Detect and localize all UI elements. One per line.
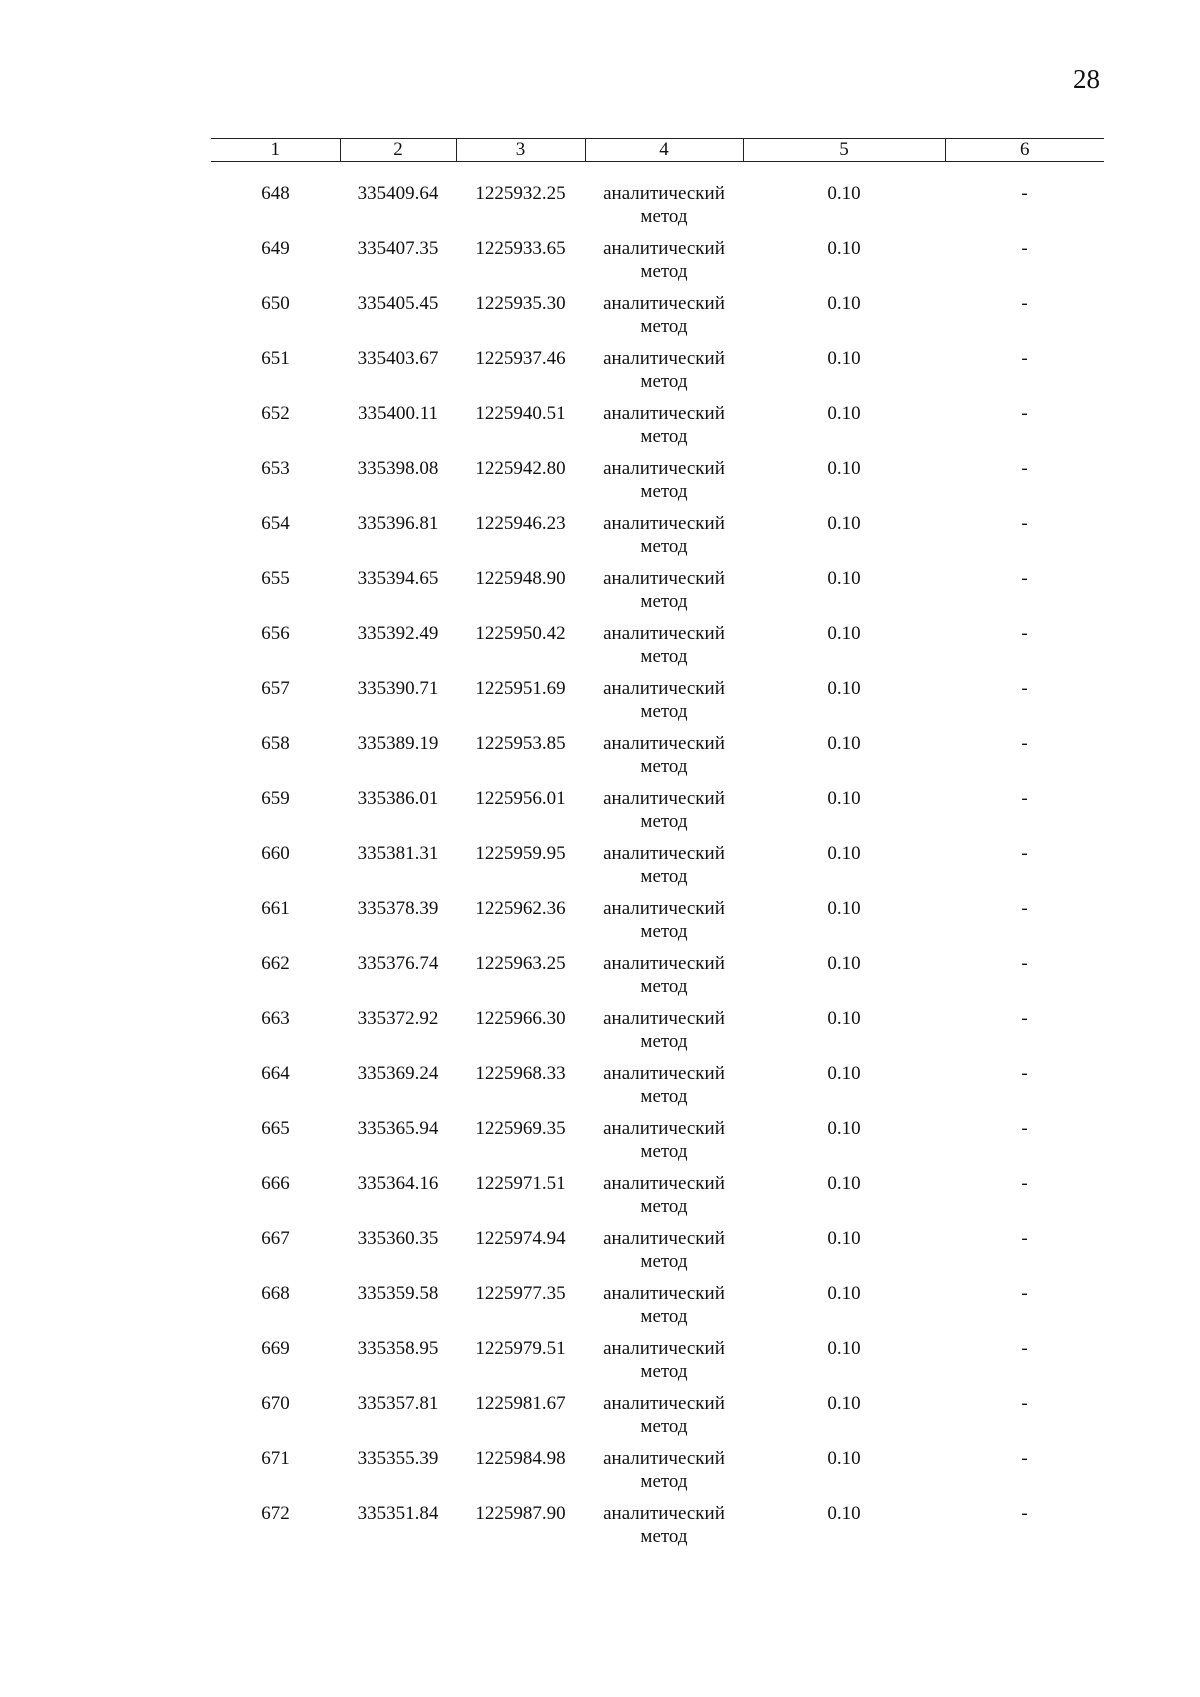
point-number-cell: 661	[261, 898, 290, 919]
column-header-6: 6	[945, 139, 1104, 162]
y-coordinate-cell: 1225984.98	[475, 1448, 566, 1469]
note-cell: -	[1021, 678, 1028, 699]
x-coordinate-cell: 335389.19	[357, 733, 439, 754]
table-row	[211, 1227, 1104, 1282]
column-header-1: 1	[211, 139, 340, 162]
method-cell	[585, 347, 743, 402]
table-row	[211, 1172, 1104, 1227]
method-text-line: аналитический	[603, 1503, 725, 1524]
method-cell	[585, 1007, 743, 1062]
method-text-line: метод	[640, 536, 688, 557]
y-coordinate-cell: 1225948.90	[475, 568, 566, 589]
note-cell: -	[1021, 733, 1028, 754]
point-number-cell: 659	[261, 788, 290, 809]
method-text-line: метод	[640, 481, 688, 502]
method-text-line: метод	[640, 261, 688, 282]
y-coordinate-cell: 1225946.23	[475, 513, 566, 534]
method-cell	[585, 457, 743, 512]
table-row	[211, 1007, 1104, 1062]
x-coordinate-cell: 335392.49	[357, 623, 439, 644]
note-cell: -	[1021, 513, 1028, 534]
note-cell: -	[1021, 1338, 1028, 1359]
note-cell: -	[1021, 953, 1028, 974]
y-coordinate-cell: 1225935.30	[475, 293, 566, 314]
point-number-cell: 672	[261, 1503, 290, 1524]
table-row	[211, 1447, 1104, 1502]
accuracy-cell: 0.10	[827, 1283, 861, 1304]
point-number-cell: 665	[261, 1118, 290, 1139]
table-row	[211, 1392, 1104, 1447]
y-coordinate-cell: 1225956.01	[475, 788, 566, 809]
accuracy-cell: 0.10	[827, 403, 861, 424]
accuracy-cell: 0.10	[827, 293, 861, 314]
point-number-cell: 655	[261, 568, 290, 589]
note-cell: -	[1021, 1063, 1028, 1084]
method-cell	[585, 1117, 743, 1172]
table-row	[211, 952, 1104, 1007]
point-number-cell: 669	[261, 1338, 290, 1359]
method-text-line: метод	[640, 316, 688, 337]
note-cell: -	[1021, 1008, 1028, 1029]
accuracy-cell: 0.10	[827, 1063, 861, 1084]
point-number-cell: 668	[261, 1283, 290, 1304]
method-text-line: метод	[640, 1086, 688, 1107]
method-text-line: аналитический	[603, 1283, 725, 1304]
method-text-line: метод	[640, 1141, 688, 1162]
x-coordinate-cell: 335407.35	[357, 238, 439, 259]
note-cell: -	[1021, 788, 1028, 809]
point-number-cell: 650	[261, 293, 290, 314]
point-number-cell: 663	[261, 1008, 290, 1029]
x-coordinate-cell: 335369.24	[357, 1063, 439, 1084]
x-coordinate-cell: 335364.16	[357, 1173, 439, 1194]
method-cell	[585, 622, 743, 677]
method-text-line: аналитический	[603, 1063, 725, 1084]
note-cell: -	[1021, 1118, 1028, 1139]
column-header-3: 3	[456, 139, 585, 162]
method-text-line: метод	[640, 646, 688, 667]
method-cell	[585, 1282, 743, 1337]
method-cell	[585, 677, 743, 732]
note-cell: -	[1021, 458, 1028, 479]
accuracy-cell: 0.10	[827, 458, 861, 479]
x-coordinate-cell: 335359.58	[357, 1283, 439, 1304]
y-coordinate-cell: 1225974.94	[475, 1228, 566, 1249]
method-cell	[585, 237, 743, 292]
method-text-line: метод	[640, 1416, 688, 1437]
accuracy-cell: 0.10	[827, 733, 861, 754]
accuracy-cell: 0.10	[827, 183, 861, 204]
method-text-line: аналитический	[603, 733, 725, 754]
accuracy-cell: 0.10	[827, 1228, 861, 1249]
table-row	[211, 347, 1104, 402]
table-row	[211, 292, 1104, 347]
accuracy-cell: 0.10	[827, 1338, 861, 1359]
table-row	[211, 402, 1104, 457]
accuracy-cell: 0.10	[827, 238, 861, 259]
point-number-cell: 654	[261, 513, 290, 534]
x-coordinate-cell: 335372.92	[357, 1008, 439, 1029]
x-coordinate-cell: 335376.74	[357, 953, 439, 974]
method-cell	[585, 1062, 743, 1117]
y-coordinate-cell: 1225963.25	[475, 953, 566, 974]
method-text-line: аналитический	[603, 1448, 725, 1469]
method-text-line: аналитический	[603, 1393, 725, 1414]
method-cell	[585, 402, 743, 457]
method-text-line: метод	[640, 701, 688, 722]
point-number-cell: 660	[261, 843, 290, 864]
table-row	[211, 567, 1104, 622]
point-number-cell: 658	[261, 733, 290, 754]
method-text-line: метод	[640, 1306, 688, 1327]
table-row	[211, 1062, 1104, 1117]
method-cell	[585, 567, 743, 622]
point-number-cell: 664	[261, 1063, 290, 1084]
method-cell	[585, 1337, 743, 1392]
method-text-line: метод	[640, 866, 688, 887]
x-coordinate-cell: 335351.84	[357, 1503, 439, 1524]
table-row	[211, 732, 1104, 787]
point-number-cell: 656	[261, 623, 290, 644]
note-cell: -	[1021, 843, 1028, 864]
accuracy-cell: 0.10	[827, 1008, 861, 1029]
accuracy-cell: 0.10	[827, 513, 861, 534]
point-number-cell: 670	[261, 1393, 290, 1414]
y-coordinate-cell: 1225987.90	[475, 1503, 566, 1524]
table-row	[211, 182, 1104, 237]
note-cell: -	[1021, 293, 1028, 314]
x-coordinate-cell: 335400.11	[357, 403, 439, 424]
table-row	[211, 457, 1104, 512]
y-coordinate-cell: 1225981.67	[475, 1393, 566, 1414]
y-coordinate-cell: 1225962.36	[475, 898, 566, 919]
method-cell	[585, 1392, 743, 1447]
point-number-cell: 649	[261, 238, 290, 259]
x-coordinate-cell: 335357.81	[357, 1393, 439, 1414]
accuracy-cell: 0.10	[827, 623, 861, 644]
method-cell	[585, 842, 743, 897]
accuracy-cell: 0.10	[827, 898, 861, 919]
y-coordinate-cell: 1225969.35	[475, 1118, 566, 1139]
table-row	[211, 842, 1104, 897]
method-text-line: аналитический	[603, 458, 725, 479]
method-text-line: аналитический	[603, 678, 725, 699]
point-number-cell: 671	[261, 1448, 290, 1469]
y-coordinate-cell: 1225977.35	[475, 1283, 566, 1304]
point-number-cell: 651	[261, 348, 290, 369]
method-text-line: аналитический	[603, 348, 725, 369]
accuracy-cell: 0.10	[827, 843, 861, 864]
method-text-line: метод	[640, 976, 688, 997]
accuracy-cell: 0.10	[827, 348, 861, 369]
note-cell: -	[1021, 898, 1028, 919]
coordinates-table	[211, 138, 1104, 1557]
y-coordinate-cell: 1225959.95	[475, 843, 566, 864]
accuracy-cell: 0.10	[827, 678, 861, 699]
x-coordinate-cell: 335365.94	[357, 1118, 439, 1139]
accuracy-cell: 0.10	[827, 1503, 861, 1524]
method-text-line: аналитический	[603, 568, 725, 589]
note-cell: -	[1021, 183, 1028, 204]
point-number-cell: 657	[261, 678, 290, 699]
table-row	[211, 237, 1104, 292]
x-coordinate-cell: 335405.45	[357, 293, 439, 314]
note-cell: -	[1021, 1283, 1028, 1304]
y-coordinate-cell: 1225953.85	[475, 733, 566, 754]
note-cell: -	[1021, 1228, 1028, 1249]
table-body	[211, 162, 1104, 1558]
point-number-cell: 662	[261, 953, 290, 974]
method-cell	[585, 952, 743, 1007]
method-cell	[585, 1502, 743, 1557]
y-coordinate-cell: 1225933.65	[475, 238, 566, 259]
method-cell	[585, 1172, 743, 1227]
method-cell	[585, 292, 743, 347]
method-cell	[585, 897, 743, 952]
point-number-cell: 653	[261, 458, 290, 479]
x-coordinate-cell: 335390.71	[357, 678, 439, 699]
x-coordinate-cell: 335381.31	[357, 843, 439, 864]
method-text-line: аналитический	[603, 293, 725, 314]
table-row	[211, 1117, 1104, 1172]
method-text-line: метод	[640, 1196, 688, 1217]
x-coordinate-cell: 335394.65	[357, 568, 439, 589]
y-coordinate-cell: 1225932.25	[475, 183, 566, 204]
table-row	[211, 787, 1104, 842]
x-coordinate-cell: 335386.01	[357, 788, 439, 809]
method-text-line: метод	[640, 1251, 688, 1272]
note-cell: -	[1021, 1503, 1028, 1524]
accuracy-cell: 0.10	[827, 1118, 861, 1139]
x-coordinate-cell: 335358.95	[357, 1338, 439, 1359]
column-header-5: 5	[743, 139, 945, 162]
method-text-line: метод	[640, 591, 688, 612]
table-row	[211, 677, 1104, 732]
accuracy-cell: 0.10	[827, 953, 861, 974]
y-coordinate-cell: 1225940.51	[475, 403, 566, 424]
method-text-line: метод	[640, 426, 688, 447]
point-number-cell: 648	[261, 183, 290, 204]
x-coordinate-cell: 335396.81	[357, 513, 439, 534]
method-cell	[585, 182, 743, 237]
note-cell: -	[1021, 348, 1028, 369]
y-coordinate-cell: 1225971.51	[475, 1173, 566, 1194]
method-text-line: аналитический	[603, 238, 725, 259]
method-text-line: метод	[640, 1471, 688, 1492]
method-text-line: метод	[640, 1031, 688, 1052]
method-text-line: метод	[640, 371, 688, 392]
note-cell: -	[1021, 403, 1028, 424]
accuracy-cell: 0.10	[827, 788, 861, 809]
y-coordinate-cell: 1225950.42	[475, 623, 566, 644]
y-coordinate-cell: 1225937.46	[475, 348, 566, 369]
method-text-line: аналитический	[603, 953, 725, 974]
point-number-cell: 666	[261, 1173, 290, 1194]
method-cell	[585, 787, 743, 842]
table-row	[211, 1502, 1104, 1557]
accuracy-cell: 0.10	[827, 1448, 861, 1469]
x-coordinate-cell: 335398.08	[357, 458, 439, 479]
x-coordinate-cell: 335360.35	[357, 1228, 439, 1249]
accuracy-cell: 0.10	[827, 1393, 861, 1414]
method-text-line: метод	[640, 921, 688, 942]
note-cell: -	[1021, 623, 1028, 644]
table-row	[211, 512, 1104, 567]
method-cell	[585, 1447, 743, 1502]
method-text-line: аналитический	[603, 1173, 725, 1194]
y-coordinate-cell: 1225979.51	[475, 1338, 566, 1359]
y-coordinate-cell: 1225966.30	[475, 1008, 566, 1029]
x-coordinate-cell: 335403.67	[357, 348, 439, 369]
method-text-line: аналитический	[603, 403, 725, 424]
table-row	[211, 897, 1104, 952]
method-cell	[585, 732, 743, 787]
point-number-cell: 667	[261, 1228, 290, 1249]
method-text-line: аналитический	[603, 1228, 725, 1249]
method-text-line: аналитический	[603, 1338, 725, 1359]
method-text-line: метод	[640, 206, 688, 227]
x-coordinate-cell: 335355.39	[357, 1448, 439, 1469]
method-text-line: аналитический	[603, 623, 725, 644]
point-number-cell: 652	[261, 403, 290, 424]
accuracy-cell: 0.10	[827, 568, 861, 589]
header-spacer	[211, 162, 1104, 183]
method-text-line: аналитический	[603, 843, 725, 864]
method-text-line: аналитический	[603, 788, 725, 809]
accuracy-cell: 0.10	[827, 1173, 861, 1194]
note-cell: -	[1021, 238, 1028, 259]
y-coordinate-cell: 1225942.80	[475, 458, 566, 479]
method-text-line: аналитический	[603, 898, 725, 919]
header-row	[211, 139, 1104, 162]
method-text-line: метод	[640, 1526, 688, 1547]
method-text-line: метод	[640, 811, 688, 832]
method-text-line: аналитический	[603, 1118, 725, 1139]
method-text-line: метод	[640, 1361, 688, 1382]
method-text-line: аналитический	[603, 1008, 725, 1029]
note-cell: -	[1021, 568, 1028, 589]
column-header-2: 2	[340, 139, 456, 162]
table-row	[211, 1337, 1104, 1392]
method-cell	[585, 1227, 743, 1282]
y-coordinate-cell: 1225968.33	[475, 1063, 566, 1084]
table-row	[211, 622, 1104, 677]
x-coordinate-cell: 335409.64	[357, 183, 439, 204]
y-coordinate-cell: 1225951.69	[475, 678, 566, 699]
method-text-line: метод	[640, 756, 688, 777]
note-cell: -	[1021, 1448, 1028, 1469]
note-cell: -	[1021, 1393, 1028, 1414]
column-header-4: 4	[585, 139, 743, 162]
table-header	[211, 139, 1104, 162]
method-cell	[585, 512, 743, 567]
note-cell: -	[1021, 1173, 1028, 1194]
method-text-line: аналитический	[603, 513, 725, 534]
table-row	[211, 1282, 1104, 1337]
method-text-line: аналитический	[603, 183, 725, 204]
page-number: 28	[1073, 64, 1100, 94]
x-coordinate-cell: 335378.39	[357, 898, 439, 919]
